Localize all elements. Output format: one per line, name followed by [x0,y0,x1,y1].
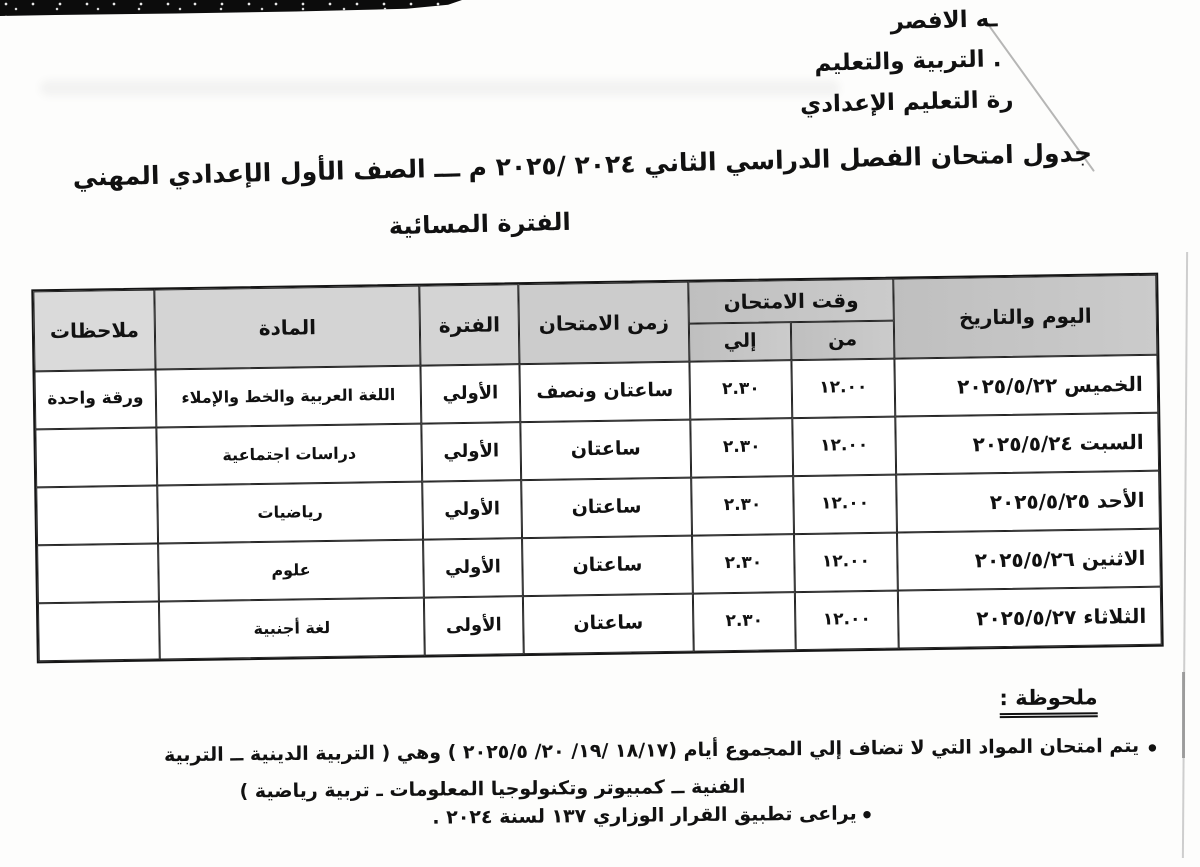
table-row-day: الثلاثاء ٢٠٢٥/٥/٢٧ [898,587,1162,649]
table-row-subject: دراسات اجتماعية [156,424,422,486]
letterhead-governorate: ـه الافصر [890,6,998,35]
header-period: الفترة [419,284,519,365]
header-from: من [791,321,895,361]
table-row-period: الأولي [422,480,522,539]
table-row-subject: لغة أجنبية [159,598,425,660]
notes-heading: ملحوظة : [999,685,1097,718]
table-row-period: الأولي [420,364,520,423]
header-notes: ملاحظات [33,290,155,372]
table-row-period: الأولي [421,422,521,481]
header-to: إلي [689,322,792,362]
table-row-duration: ساعتان [522,536,693,597]
table-row-duration: ساعتان ونصف [519,362,690,423]
note-bullet1-line1: يتم امتحان المواد التي لا تضاف إلي المجموع أيام (١٨/١٧ /١٩/ ٢٠/ ٢٠٢٥/٥ ) وهي ( التربية الدينية ــ التربية [163,734,1140,767]
header-subject: المادة [154,286,420,370]
table-row-from: ١٢.٠٠ [794,533,898,593]
header-duration: زمن الامتحان [518,282,689,365]
table-row-to: ٢.٣٠ [691,476,794,536]
note-bullet2: يراعى تطبيق القرار الوزاري ١٣٧ لسنة ٢٠٢٤ . [432,802,857,829]
bullet-icon: • [860,803,874,828]
table-row-subject: اللغة العربية والخط والإملاء [155,366,421,428]
table-row-from: ١٢.٠٠ [792,417,896,477]
table-row-to: ٢.٣٠ [692,534,795,594]
table-row-duration: ساعتان [523,594,694,655]
table-row-from: ١٢.٠٠ [791,359,895,419]
table-row-day: الأحد ٢٠٢٥/٥/٢٥ [896,471,1160,533]
table-row-to: ٢.٣٠ [689,360,792,420]
bullet-icon: • [1145,736,1160,761]
page-title: جدول امتحان الفصل الدراسي الثاني ٢٠٢٤ /٢٠٢٥ م ـــ الصف الأول الإعدادي المهني [72,137,1093,192]
page-subtitle: الفترة المسائية [388,207,572,241]
header-day-date: اليوم والتاريخ [893,275,1157,359]
table-row-subject: علوم [158,540,424,602]
table-row-day: السبت ٢٠٢٥/٥/٢٤ [895,413,1159,475]
letterhead-directorate: . التربية والتعليم [814,46,1002,77]
table-row-subject: رياضيات [157,482,423,544]
table-row-period: الأولى [424,596,524,655]
table-row-day: الاثنين ٢٠٢٥/٥/٢٦ [897,529,1161,591]
table-row-day: الخميس ٢٠٢٥/٥/٢٢ [894,355,1158,417]
header-exam-time: وقت الامتحان [688,279,894,324]
table-row-notes: ورقة واحدة [35,370,157,430]
table-row-duration: ساعتان [520,420,691,481]
table-row-to: ٢.٣٠ [690,418,793,478]
letterhead-department: رة التعليم الإعدادي [799,86,1014,119]
table-row-to: ٢.٣٠ [693,592,796,652]
table-row-from: ١٢.٠٠ [793,475,897,535]
table-row-from: ١٢.٠٠ [795,591,899,651]
table-row-duration: ساعتان [521,478,692,539]
note-bullet1-line2: الفنية ــ كمبيوتر وتكنولوجيا المعلومات ـ تربية رياضية ) [239,775,746,803]
table-row-period: الأولي [423,538,523,597]
